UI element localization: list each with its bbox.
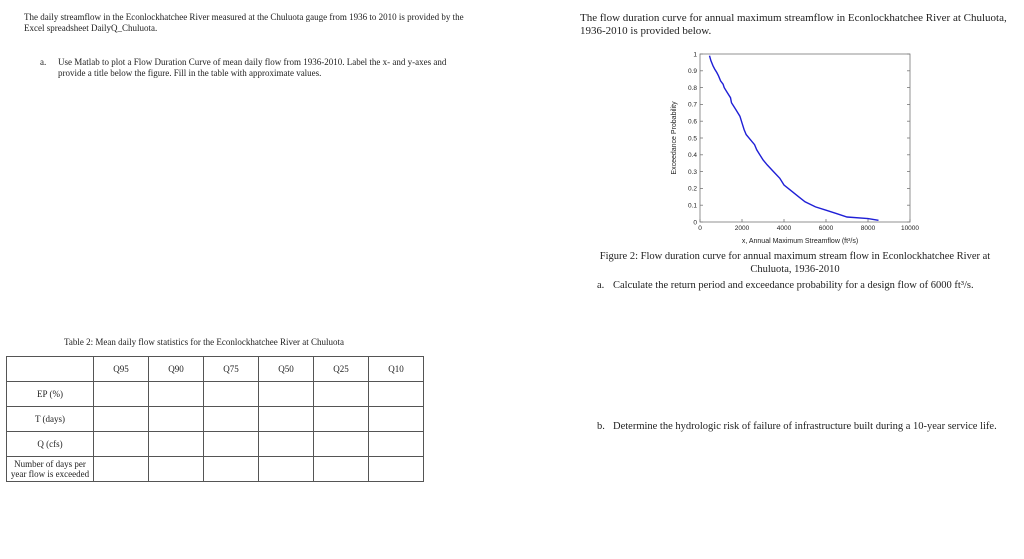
table-row [7, 382, 424, 407]
table-cell[interactable] [204, 432, 259, 457]
flow-statistics-table [6, 356, 424, 482]
table-cell[interactable] [204, 407, 259, 432]
table-cell[interactable] [94, 432, 149, 457]
row-label: EP (%) [7, 382, 94, 407]
row-label: Q (cfs) [7, 432, 94, 457]
table-cell[interactable] [94, 407, 149, 432]
row-label [7, 457, 94, 482]
right-question-a-text: Calculate the return period and exceedance probability for a design flow of 6000 ft³/s. [613, 280, 974, 291]
table-cell[interactable] [149, 407, 204, 432]
y-tick-label: 0.6 [687, 118, 697, 126]
y-tick-label: 0.8 [687, 84, 697, 92]
left-intro-text: The daily streamflow in the Econlockhatchee River measured at the Chuluota gauge from 1936 to 2010 is provided by the Excel spreadsheet DailyQ_Chuluota. [24, 12, 464, 33]
y-tick-label: 0.3 [687, 168, 697, 176]
table-cell[interactable] [149, 432, 204, 457]
right-intro-text: The flow duration curve for annual maximum streamflow in Econlockhatchee River at Chuluota, 1936-2010 is provided below. [580, 12, 1007, 37]
left-question-a-text: Use Matlab to plot a Flow Duration Curve of mean daily flow from 1936-2010. Label the x- and y-axes and provide a title below the figure. Fill in the table with approximate values. [58, 57, 447, 78]
table-header-cell: Q90 [149, 357, 204, 382]
x-tick-label: 2000 [734, 225, 750, 232]
table-cell[interactable] [259, 457, 314, 482]
x-tick-label: 6000 [818, 225, 834, 232]
table-header-cell: Q10 [369, 357, 424, 382]
table-row [7, 457, 424, 482]
table-header-cell: Q75 [204, 357, 259, 382]
table-cell[interactable] [369, 382, 424, 407]
table-cell[interactable] [314, 407, 369, 432]
y-tick-label: 0.1 [687, 202, 697, 210]
table-cell[interactable] [369, 432, 424, 457]
y-tick-label: 0.7 [687, 101, 697, 109]
figure-caption: Figure 2: Flow duration curve for annual maximum stream flow in Econlockhatchee River at Chuluota, 1936-2010 [599, 251, 991, 275]
table-cell[interactable] [259, 407, 314, 432]
table-header-cell: Q50 [259, 357, 314, 382]
table-cell[interactable] [314, 382, 369, 407]
table-header-cell: Q25 [314, 357, 369, 382]
y-tick-label: 1 [693, 51, 697, 59]
table-cell[interactable] [314, 457, 369, 482]
x-tick-label: 8000 [860, 225, 876, 232]
y-tick-label: 0.2 [687, 185, 697, 193]
table-cell[interactable] [204, 382, 259, 407]
y-axis-label: Exceedance Probability [671, 101, 678, 175]
right-question-b-label: b. [597, 421, 605, 432]
table-cell[interactable] [369, 457, 424, 482]
series-line [710, 56, 879, 221]
chart-series [710, 56, 879, 221]
table-header-cell: Q95 [94, 357, 149, 382]
plot-frame [700, 54, 910, 222]
table-cell[interactable] [369, 407, 424, 432]
table-row [7, 432, 424, 457]
chart-axes [700, 54, 910, 222]
row-label-text: Number of days per year flow is exceeded [10, 459, 90, 479]
y-tick-label: 0.5 [687, 135, 697, 143]
table-header-cell [7, 357, 94, 382]
right-question-b-text: Determine the hydrologic risk of failure of infrastructure built during a 10-year service life. [613, 421, 997, 432]
table-cell[interactable] [94, 457, 149, 482]
table-cell[interactable] [94, 382, 149, 407]
left-question-a-label: a. [40, 57, 47, 67]
chart-ticks [688, 51, 919, 232]
x-axis-label: x, Annual Maximum Streamflow (ft³/s) [741, 238, 859, 245]
x-tick-label: 0 [698, 225, 702, 232]
table-cell[interactable] [149, 382, 204, 407]
table-cell[interactable] [259, 382, 314, 407]
table-caption: Table 2: Mean daily flow statistics for the Econlockhatchee River at Chuluota [64, 337, 345, 347]
y-tick-label: 0.9 [687, 68, 697, 76]
table-row [7, 407, 424, 432]
row-label: T (days) [7, 407, 94, 432]
x-tick-label: 10000 [900, 225, 920, 232]
table-cell[interactable] [149, 457, 204, 482]
table-cell[interactable] [259, 432, 314, 457]
y-tick-label: 0.4 [687, 152, 697, 160]
table-header-row [7, 357, 424, 382]
x-tick-label: 4000 [776, 225, 792, 232]
right-question-a-label: a. [597, 280, 605, 291]
y-tick-label: 0 [693, 219, 697, 227]
table-cell[interactable] [204, 457, 259, 482]
table-cell[interactable] [314, 432, 369, 457]
flow-duration-chart [660, 48, 920, 248]
